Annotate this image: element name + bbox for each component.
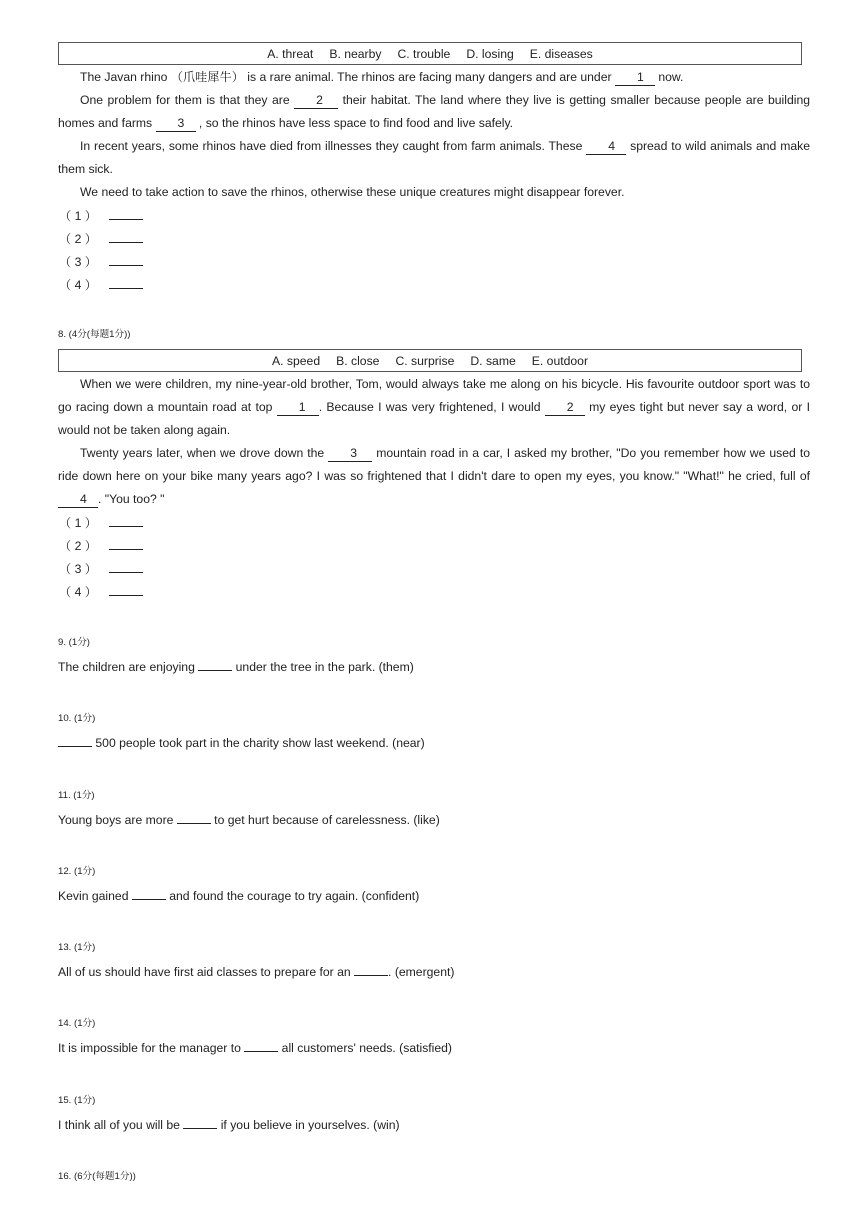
q15-text-pre: I think all of you will be [58,1118,184,1132]
q7-options-box [58,42,802,65]
q7-option-b: B. nearby [329,46,382,61]
q7-p2-text-d: , so the rhinos have less space to find food and live safely. [195,116,514,130]
q11-heading: 11. (1分) [58,790,95,801]
q13-text-pre: All of us should have first aid classes to prepare for an [58,965,355,979]
q9-text-post: under the tree in the park. (them) [232,660,414,674]
q15-text-post: if you believe in yourselves. (win) [217,1118,400,1132]
q12-sentence [58,889,419,903]
q14-sentence [58,1041,452,1055]
q7-p1-text-a: The Javan rhino （爪哇犀牛） is a rare animal. The rhinos are facing many dangers and are under [80,70,615,84]
q7-p2-text-c: their habitat. The land where they live is getting smaller because people are building homes and farms [58,93,810,130]
q11-sentence [58,813,440,827]
q8-answer-2-line[interactable] [109,538,143,550]
q8-blank-3[interactable]: 3 [328,445,372,462]
q11-text-pre: Young boys are more [58,813,177,827]
q15-heading: 15. (1分) [58,1095,96,1106]
q13-sentence [58,965,454,979]
q7-p1-text-c: now. [654,70,684,84]
q7-paragraph-1 [58,66,810,89]
q8-option-d: D. same [470,353,516,368]
q8-option-a: A. speed [271,353,321,368]
q7-answer-3-line[interactable] [109,254,143,266]
q8-p2-text-c: mountain road in a car, I asked my brother, "Do you remember how we used to ride down here on your bike many years ago? I was so frightened that I didn't dare to open my eyes, you know." "What!" he cried, full of [58,446,811,483]
q7-answer-4-label: （ 4 ） [59,278,97,292]
q8-p2-text-a: Twenty years later, when we drove down the [80,446,329,460]
q9-heading: 9. (1分) [58,637,90,648]
q7-p3-text-a: In recent years, some rhinos have died from illnesses they caught from farm animals. These [80,139,587,153]
q8-answer-3-label: （ 3 ） [59,562,97,576]
q13-blank[interactable] [354,965,388,976]
q8-answer-1[interactable] [59,515,143,531]
q7-answer-2[interactable] [59,231,143,247]
q8-answer-3-line[interactable] [109,561,143,573]
q7-answer-2-label: （ 2 ） [59,232,97,246]
q8-answer-1-line[interactable] [109,515,143,527]
q8-p2-text-d: . "You too? " [98,492,165,506]
q7-answer-4-line[interactable] [109,277,143,289]
q12-text-pre: Kevin gained [58,889,132,903]
q8-paragraph-2 [58,442,810,511]
q7-option-c: C. trouble [397,46,451,61]
q7-paragraph-4: We need to take action to save the rhinos, otherwise these unique creatures might disappear forever. [80,185,625,199]
q8-option-b: B. close [336,353,380,368]
q8-p1-text-c: . Because I was very frightened, I would [318,400,545,414]
q10-sentence [58,736,425,750]
q7-blank-1[interactable]: 1 [615,69,655,86]
q8-heading: 8. (4分(每题1分)) [58,329,131,340]
q7-answer-1-label: （ 1 ） [59,209,97,223]
q7-option-d: D. losing [466,46,514,61]
q7-blank-4[interactable]: 4 [586,138,626,155]
q7-p2-text-a: One problem for them is that they are [80,93,295,107]
q7-answer-4[interactable] [59,277,143,293]
q11-blank[interactable] [177,813,211,824]
q7-blank-2[interactable]: 2 [294,92,338,109]
q8-blank-1[interactable]: 1 [277,399,319,416]
q8-blank-4[interactable]: 4 [58,491,98,508]
q7-option-a: A. threat [267,46,314,61]
q15-blank[interactable] [183,1118,217,1129]
q8-blank-2[interactable]: 2 [545,399,585,416]
q7-answer-3-label: （ 3 ） [59,255,97,269]
q10-blank[interactable] [58,736,92,747]
q8-option-c: C. surprise [395,353,455,368]
q9-sentence [58,660,414,674]
q10-text-post: 500 people took part in the charity show last weekend. (near) [92,736,425,750]
q7-paragraph-3 [58,135,810,181]
q16-heading: 16. (6分(每题1分)) [58,1171,136,1182]
q8-answer-2[interactable] [59,538,143,554]
q9-blank[interactable] [198,660,232,671]
q14-heading: 14. (1分) [58,1018,96,1029]
q15-sentence [58,1118,400,1132]
q8-p1-text-d: my eyes tight but never say a word, or I would not be taken along again. [58,400,810,437]
q7-option-e: E. diseases [529,46,593,61]
q8-p1-text-a: When we were children, my nine-year-old brother, Tom, would always take me along on his bicycle. His favourite outdoor sport was to go racing down a mountain road at top [58,377,810,414]
q8-answer-4-line[interactable] [109,584,143,596]
q7-answer-1-line[interactable] [109,208,143,220]
q14-blank[interactable] [244,1041,278,1052]
q11-text-post: to get hurt because of carelessness. (like) [210,813,440,827]
q7-answer-1[interactable] [59,208,143,224]
q8-answer-4[interactable] [59,584,143,600]
q8-answer-1-label: （ 1 ） [59,516,97,530]
q12-heading: 12. (1分) [58,866,96,877]
q7-paragraph-2 [58,89,810,135]
q13-text-post: . (emergent) [388,965,455,979]
q14-text-post: all customers' needs. (satisfied) [278,1041,452,1055]
q7-blank-3[interactable]: 3 [156,115,196,132]
q8-option-e: E. outdoor [531,353,589,368]
q12-blank[interactable] [132,889,166,900]
q7-answer-3[interactable] [59,254,143,270]
q7-answer-2-line[interactable] [109,231,143,243]
q8-paragraph-1 [58,373,810,442]
q8-answer-2-label: （ 2 ） [59,539,97,553]
q13-heading: 13. (1分) [58,942,96,953]
q8-options-box [58,349,802,372]
q7-p3-text-c: spread to wild animals and make them sick. [58,139,810,176]
q8-answer-3[interactable] [59,561,143,577]
q14-text-pre: It is impossible for the manager to [58,1041,245,1055]
q12-text-post: and found the courage to try again. (confident) [165,889,420,903]
q8-answer-4-label: （ 4 ） [59,585,97,599]
q10-heading: 10. (1分) [58,713,96,724]
q9-text-pre: The children are enjoying [58,660,199,674]
